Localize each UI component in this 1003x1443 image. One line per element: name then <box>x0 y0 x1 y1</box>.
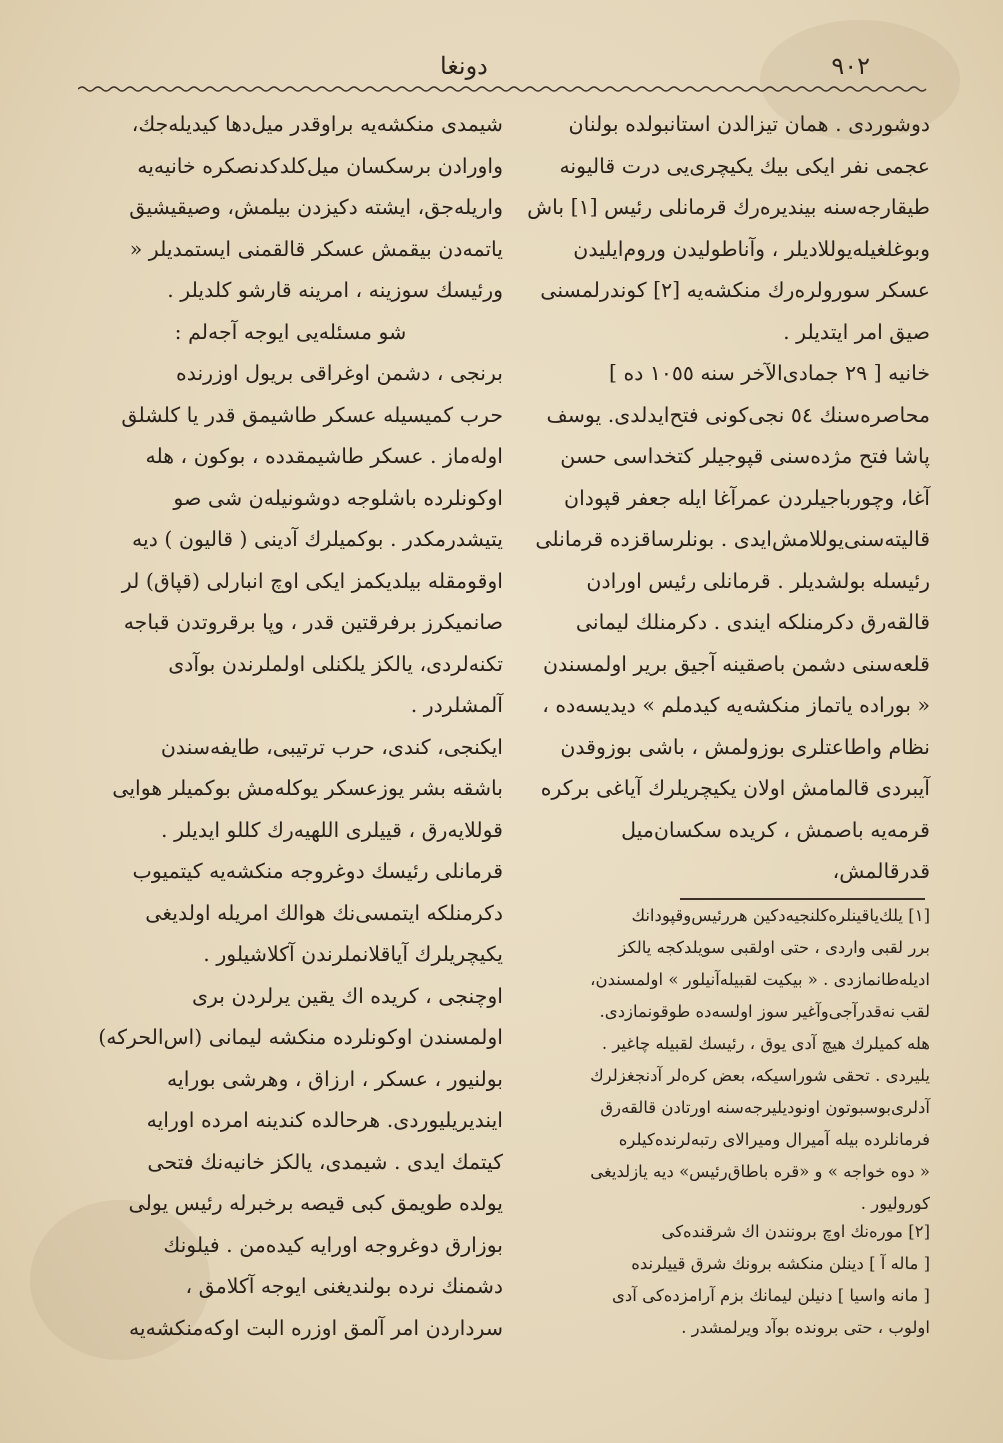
footnote-line: برر لقبی واردی ، حتی اولقبی سویلدکجه یالکز <box>618 938 930 957</box>
text-line: اولمسندن اوکونلرده منکشه لیمانی (اس‌الحرکه) <box>98 1025 503 1049</box>
footnote-line: لقب نه‌قدرآجی‌وآغیر سوز اولسه‌ده طوقونمازدی. <box>599 1002 930 1021</box>
text-line: اوقومقله بیلدیکمز ایکی اوچ انبارلی (قپاق) لر <box>121 568 503 593</box>
left-column <box>78 104 503 1349</box>
text-line: برنجی ، دشمن اوغراقی بریول اوزرنده <box>175 361 503 385</box>
text-line: اوکونلرده باشلوجه دوشونیله‌ن شی صو <box>173 485 503 510</box>
text-line: واورادن برسکسان میل‌کلدکدنصکره خانیه‌یه <box>137 153 503 178</box>
text-line: دوشوردی . همان تیزالدن استانبولده بولنان <box>568 112 930 136</box>
text-line: محاصره‌سنك ٥٤ نجی‌کونی فتح‌ایدلدی. یوسف <box>546 402 930 427</box>
footnote-line: فرمانلرده بیله آمیرال ومیرالای رتبه‌لرنده‌کیلره <box>618 1130 930 1149</box>
footnote-line: [ ماله آ ] دینلن منکشه برونك شرق قییلرنده <box>631 1254 930 1273</box>
text-line: پاشا فتح مژده‌سنی قپوجیلر کتخداسی حسن <box>560 444 930 468</box>
text-line: آلمشلردر . <box>410 693 503 717</box>
text-line: رئیسله بولشدیلر . قرمانلی رئیس اورادن <box>586 568 930 593</box>
text-line: یاتمه‌دن بیقمش عسکر قالقمنی ایستمدیلر « <box>129 236 503 261</box>
text-line: وبوغلغیله‌یوللادیلر ، وآناطولیدن وروم‌ایلیدن <box>573 236 930 261</box>
page-header <box>75 52 930 86</box>
page-number: ٩٠٢ <box>831 52 870 80</box>
text-line: اوله‌ماز . عسکر طاشیمقدده ، بوکون ، هله <box>145 444 503 468</box>
text-line: کیتمك ایدی . شیمدی، یالکز خانیه‌نك فتحی <box>147 1149 503 1174</box>
text-line: اوچنجی ، کریده اك یقین یرلردن بری <box>191 983 503 1008</box>
text-line: آغا، وچورباجیلردن عمرآغا ایله جعفر قپودان <box>564 485 930 510</box>
text-line: « بوراده یاتماز منکشه‌یه کیدملم » دیدیسه‌ده ، <box>542 693 930 717</box>
text-line: صانمیکرز برفرقتین قدر ، وپا برقروتدن قباجه <box>123 610 503 634</box>
footnote-line: ادیله‌طانمازدی . « بیکیت لقبیله‌آنیلور » اولمسندن، <box>590 970 930 989</box>
footnote-2 <box>525 1216 930 1344</box>
running-title: دونغا <box>440 52 488 80</box>
text-line: عسکر سورولره‌رك منکشه‌یه [٢] کوندرلمسنی <box>540 278 930 302</box>
text-line: سرداردن امر آلمق اوزره البت اوکه‌منکشه‌یه <box>128 1315 503 1340</box>
footnote-line: آدلری‌بوسبوتون اونودیلیرجه‌سنه اورتادن قالقه‌رق <box>600 1098 930 1117</box>
footnote-line: [١] یلك‌یاقینلره‌کلنجیه‌دکین هررئیس‌وقپودانك <box>631 906 930 925</box>
footnote-1 <box>525 900 930 1220</box>
text-line: شیمدی منکشه‌یه براوقدر میل‌دها کیدیله‌جك، <box>131 112 503 136</box>
text-line: دشمنك نرده بولندیغنی ایوجه آکلامق ، <box>185 1274 503 1298</box>
text-line: صیق امر ایتدیلر . <box>783 319 930 344</box>
text-line: حرب کمیسیله عسکر طاشیمق قدر یا کلشلق <box>121 402 503 427</box>
footnote-line: هله کمیلرك هیچ آدی یوق ، رئیسك لقبیله چاغیر . <box>601 1034 930 1053</box>
text-line: قرمه‌یه باصمش ، کریده سکسان‌میل قدرقالمش، <box>621 817 930 883</box>
text-line: قوللایه‌رق ، قییلری اللهیه‌رك کللو ایدیلر . <box>161 817 503 842</box>
text-line: بوزارق دوغروجه اورایه کیده‌من . فیلونك <box>163 1232 503 1257</box>
text-line: قالقه‌رق دکرمنلکه ایندی . دکرمنلك لیمانی <box>575 610 930 634</box>
text-line: طیقارجه‌سنه بیندیره‌رك قرمانلی رئیس [١] باش <box>527 195 930 219</box>
text-line: واریله‌جق، ایشته دکیزدن بیلمش، وصیقیشیق <box>129 195 503 219</box>
footnote-line: کورولیور . <box>860 1194 930 1213</box>
text-line: قلعه‌سنی دشمن باصقینه آجیق بریر اولمسندن <box>542 651 930 676</box>
text-line: تکنه‌لردی، یالکز یلکنلی اولملرندن بوآدی <box>168 651 503 676</box>
text-line: یتیشدرمکدر . بوکمیلرك آدینی ( قالیون ) دیه <box>132 527 503 551</box>
header-wavy-rule <box>78 84 930 94</box>
section-heading: شو مسئله‌یی ایوجه آجه‌لم : <box>174 319 407 344</box>
text-line: دکرمنلکه ایتمسی‌نك هوالك امریله اولدیغی <box>145 900 503 925</box>
footnote-line: [ مانه واسیا ] دنیلن لیمانك بزم آرامزده‌کی آدی <box>612 1286 930 1305</box>
text-line: باشقه بشر یوزعسکر یوکله‌مش بوکمیلر هوایی <box>112 776 503 800</box>
right-column <box>525 104 930 893</box>
text-line: ورئیسك سوزینه ، امرینه قارشو کلدیلر . <box>167 278 503 302</box>
text-line: قالیته‌سنی‌یوللامش‌ایدی . بونلرساقزده قرمانلی <box>535 527 930 551</box>
text-line: عجمی نفر ایکی بیك یکیچری‌یی درت قالیونه <box>559 153 930 178</box>
text-line: نظام واطاعتلری بوزولمش ، باشی بوزوقدن <box>560 734 930 759</box>
text-line: ایندیریلیوردی. هرحالده کندینه امرده اورایه <box>146 1108 503 1132</box>
footnote-line: اولوب ، حتی برونده بوآد ویرلمشدر . <box>681 1318 930 1337</box>
footnote-line: « دوه خواجه » و «قره باطاق‌رئیس» دیه یازلدیغی <box>590 1162 930 1181</box>
text-line: یکیچریلرك آیاقلانملرندن آکلاشیلور . <box>203 942 503 966</box>
text-line: قرمانلی رئیسك دوغروجه منکشه‌یه کیتمیوب <box>132 859 503 883</box>
text-line: ایکنجی، کندی، حرب ترتیبی، طایفه‌سندن <box>160 734 503 759</box>
text-line: یولده طویمق کبی قیصه برخبرله رئیس یولی <box>128 1191 503 1215</box>
text-line: بولنیور ، عسکر ، ارزاق ، وهرشی بورایه <box>167 1066 503 1091</box>
text-line: آیبردی قالمامش اولان یکیچریلرك آیاغی برکره <box>540 776 930 800</box>
footnote-line: یلیردی . تحقی شوراسیکه، بعض کره‌لر آدنجغزلرك <box>590 1066 930 1085</box>
footnote-line: [٢] موره‌نك اوچ برونندن اك شرقنده‌کی <box>661 1222 930 1241</box>
text-line: خانیه [ ٢٩ جمادی‌الآخر سنه ١٠٥٥ ده ] <box>608 361 930 385</box>
